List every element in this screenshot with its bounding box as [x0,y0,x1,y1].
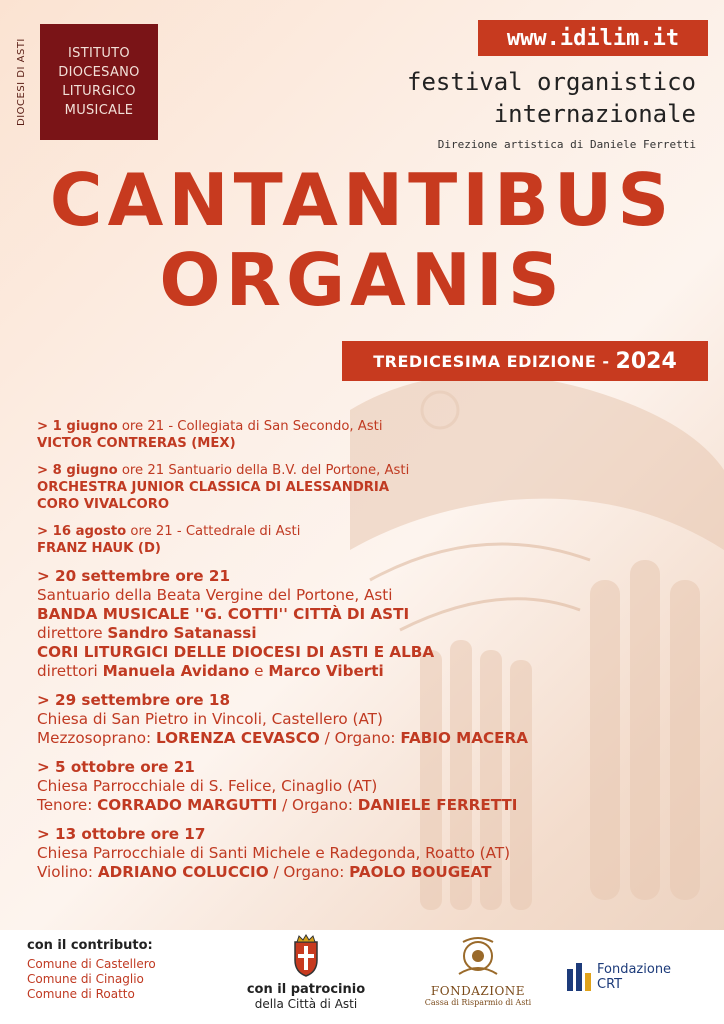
event-text-bold: BANDA MUSICALE ''G. COTTI'' CITTÀ DI ASTI [37,605,410,623]
event-line [37,462,697,479]
event-item [37,567,697,681]
event-line [37,540,697,557]
logo-line: MUSICALE [64,103,134,118]
patronage-city: della Città di Asti [254,997,358,1011]
event-line [37,523,697,540]
event-text: direttore [37,624,108,642]
event-text: Chiesa Parrocchiale di S. Felice, Cinaglio (AT) [37,777,378,795]
logo-vertical-text: DIOCESI DI ASTI [16,38,27,126]
event-line [37,662,697,681]
event-text-bold: > 8 giugno [37,463,118,478]
fondazione-emblem-icon [453,934,503,980]
logo-line: ISTITUTO [68,46,130,61]
event-line [37,729,697,748]
festival-subtitle [407,66,696,130]
event-line [37,605,697,624]
event-line [37,825,697,844]
event-line [37,796,697,815]
event-text: / Organo: [268,863,350,881]
event-text: / Organo: [277,796,358,814]
fondazione-subtitle: Cassa di Risparmio di Asti [424,998,532,1007]
event-text-bold: DANIELE FERRETTI [357,796,518,814]
event-text-bold: Manuela Avidano [102,662,250,680]
event-text-bold: VICTOR CONTRERAS (MEX) [37,436,236,451]
event-text-bold: CORO VIVALCORO [37,497,170,512]
edition-banner [342,341,708,381]
event-line [37,691,697,710]
event-line [37,863,697,882]
event-line [37,624,697,643]
fondazione-crt-logo [567,962,671,992]
city-of-asti-crest-icon [289,934,323,978]
event-line [37,418,697,435]
edition-text: TREDICESIMA EDIZIONE - [373,351,610,371]
event-text-bold: > 29 settembre ore 18 [37,691,231,709]
event-text: Tenore: [37,796,98,814]
contributor-item: Comune di Roatto [27,987,135,1001]
event-text: direttori [37,662,103,680]
event-text-bold: ORCHESTRA JUNIOR CLASSICA DI ALESSANDRIA [37,480,390,495]
crt-text [597,962,671,992]
artistic-direction: Direzione artistica di Daniele Ferretti [437,138,696,151]
crt-line-2: CRT [597,977,623,992]
website-url[interactable]: www.idilim.it [478,20,708,56]
event-text-bold: > 20 settembre ore 21 [37,567,231,585]
event-item [37,758,697,815]
event-list [37,418,697,892]
event-text: ore 21 Santuario della B.V. del Portone, Asti [117,463,410,478]
logo-line: DIOCESANO [58,65,140,80]
event-line [37,643,697,662]
event-text-bold: > 16 agosto [37,524,127,539]
edition-year: 2024 [615,348,677,374]
contributors-title: con il contributo: [27,938,153,953]
event-text-bold: > 1 giugno [37,419,118,434]
event-text-bold: > 5 ottobre ore 21 [37,758,195,776]
event-item [37,825,697,882]
crt-mark-icon [567,963,591,991]
festival-line-2: internazionale [493,100,696,128]
event-text-bold: > 13 ottobre ore 17 [37,825,206,843]
event-text: Mezzosoprano: [37,729,156,747]
event-text-bold: LORENZA CEVASCO [155,729,320,747]
event-text: ore 21 - Cattedrale di Asti [126,524,301,539]
event-text-bold: FABIO MACERA [400,729,528,747]
logo-box [40,24,158,140]
event-item [37,691,697,748]
title-line-1: CANTANTIBUS [49,158,675,242]
event-text: Santuario della Beata Vergine del Portone, Asti [37,586,393,604]
event-text-bold: CORRADO MARGUTTI [97,796,278,814]
event-text-bold: ADRIANO COLUCCIO [97,863,269,881]
event-line [37,844,697,863]
event-text-bold: CORI LITURGICI DELLE DIOCESI DI ASTI E ALBA [37,643,435,661]
event-text-bold: PAOLO BOUGEAT [349,863,492,881]
event-line [37,710,697,729]
event-text-bold: FRANZ HAUK (D) [37,541,161,556]
event-text: Violino: [37,863,98,881]
event-line [37,758,697,777]
event-text: e [249,662,269,680]
fondazione-cr-asti-logo [422,934,534,1007]
event-text: Chiesa Parrocchiale di Santi Michele e Radegonda, Roatto (AT) [37,844,511,862]
crt-line-1: Fondazione [597,962,672,977]
contributor-item: Comune di Castellero [27,957,156,971]
event-line [37,435,697,452]
diocesan-institute-logo [16,24,160,140]
patronage-label: con il patrocinio [246,982,366,997]
patronage-block [232,934,380,1011]
event-item [37,523,697,557]
event-text: Chiesa di San Pietro in Vincoli, Castellero (AT) [37,710,383,728]
title-line-2: ORGANIS [159,238,565,322]
festival-line-1: festival organistico [407,68,696,96]
event-text: ore 21 - Collegiata di San Secondo, Asti [117,419,383,434]
event-line [37,496,697,513]
event-line [37,567,697,586]
event-item [37,418,697,452]
fondazione-name: FONDAZIONE [430,984,526,998]
event-text: / Organo: [319,729,401,747]
contributors-block [27,938,156,1002]
sponsors-footer [0,930,724,1024]
event-line [37,777,697,796]
logo-line: LITURGICO [62,84,136,99]
event-item [37,462,697,513]
event-text-bold: Sandro Satanassi [107,624,257,642]
contributor-item: Comune di Cinaglio [27,972,144,986]
event-line [37,586,697,605]
event-text-bold: Marco Viberti [268,662,384,680]
event-line [37,479,697,496]
